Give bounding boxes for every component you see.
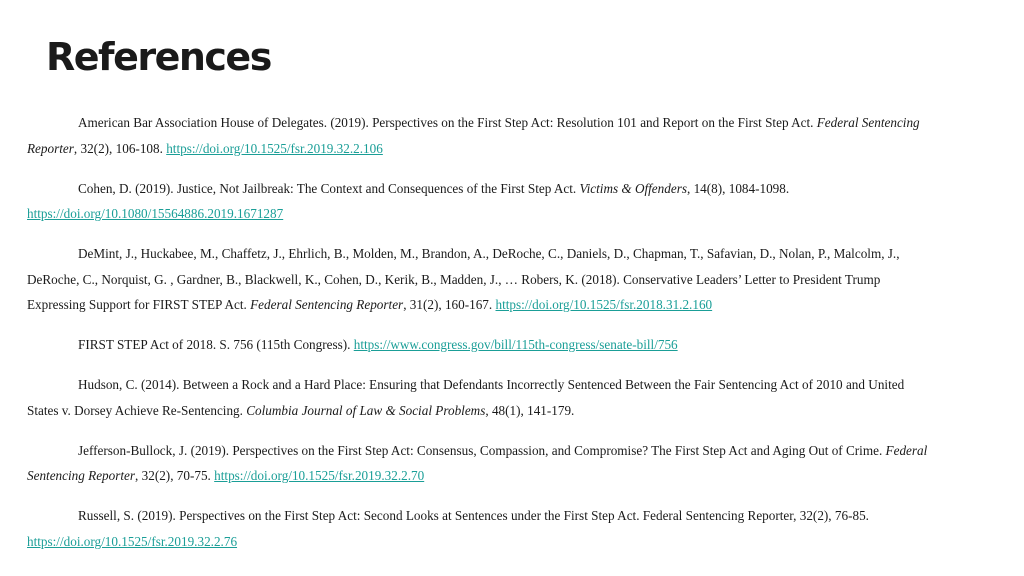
journal-title: Federal Sentencing bbox=[816, 115, 920, 130]
reference-entry-demint bbox=[27, 241, 1002, 318]
doi-link[interactable]: https://doi.org/10.1525/fsr.2019.32.2.106 bbox=[166, 140, 383, 156]
doi-link[interactable]: https://doi.org/10.1080/15564886.2019.1671287 bbox=[27, 206, 284, 221]
reference-entry-jefferson-bullock bbox=[27, 438, 1002, 489]
reference-entry-aba bbox=[27, 110, 1002, 161]
reference-line bbox=[27, 136, 1002, 162]
reference-line bbox=[27, 201, 1002, 227]
reference-text: American Bar Association House of Delegates. (2019). Perspectives on the First Step Act: Resolution 101 and Report on the First Step Act. bbox=[78, 115, 817, 130]
journal-title: Victims & Offenders bbox=[579, 180, 687, 196]
journal-title: Columbia Journal of Law & Social Problems bbox=[246, 402, 486, 418]
reference-line bbox=[27, 398, 1002, 424]
reference-text: , 32(2), 70-75. bbox=[135, 468, 215, 483]
reference-line bbox=[27, 176, 1002, 202]
reference-line: Russell, S. (2019). Perspectives on the First Step Act: Second Looks at Sentences under the First Step Act. Federal Sentencing Reporter, 32(2), 76-85. bbox=[78, 508, 869, 523]
reference-line bbox=[27, 292, 1002, 318]
reference-text: Expressing Support for FIRST STEP Act. bbox=[27, 297, 251, 312]
reference-entry-first-step-act bbox=[27, 332, 1002, 358]
journal-title: Reporter bbox=[27, 140, 74, 156]
reference-list bbox=[27, 110, 1002, 569]
reference-entry-hudson bbox=[27, 372, 1002, 423]
reference-text: , 14(8), 1084-1098. bbox=[686, 180, 790, 196]
journal-title: Sentencing Reporter bbox=[27, 468, 136, 483]
reference-line bbox=[27, 463, 1002, 489]
doi-link[interactable]: https://doi.org/10.1525/fsr.2019.32.2.70 bbox=[214, 468, 425, 483]
congress-link[interactable]: https://www.congress.gov/bill/115th-congress/senate-bill/756 bbox=[353, 337, 678, 352]
reference-line bbox=[27, 438, 1002, 464]
doi-link[interactable]: https://doi.org/10.1525/fsr.2018.31.2.160 bbox=[495, 297, 713, 312]
reference-line bbox=[27, 529, 1002, 555]
reference-line bbox=[27, 110, 1002, 136]
reference-line: DeRoche, C., Norquist, G. , Gardner, B., Blackwell, K., Cohen, D., Kerik, B., Madden, J., … Robers, K. (2018). Conservative Leaders’ Letter to President Trump bbox=[27, 271, 881, 287]
reference-text: , 31(2), 160-167. bbox=[403, 297, 496, 312]
reference-line: Hudson, C. (2014). Between a Rock and a Hard Place: Ensuring that Defendants Incorrectly Sentenced Between the Fair Sentencing Act of 2010 and United bbox=[78, 377, 905, 392]
page-title: References bbox=[46, 35, 271, 79]
doi-link[interactable]: https://doi.org/10.1525/fsr.2019.32.2.76 bbox=[27, 533, 238, 549]
reference-text: , 48(1), 141-179. bbox=[485, 402, 575, 418]
journal-title: Federal bbox=[885, 442, 928, 458]
reference-text: , 32(2), 106-108. bbox=[73, 140, 167, 156]
reference-text: States v. Dorsey Achieve Re-Sentencing. bbox=[27, 402, 247, 418]
reference-text: FIRST STEP Act of 2018. S. 756 (115th Congress). bbox=[78, 337, 354, 352]
reference-entry-russell bbox=[27, 503, 1002, 554]
reference-line: DeMint, J., Huckabee, M., Chaffetz, J., Ehrlich, B., Molden, M., Brandon, A., DeRoche, C., Daniels, D., Chapman, T., Safavian, D., Nolan, P., Malcolm, J., bbox=[78, 246, 900, 261]
journal-title: Federal Sentencing Reporter bbox=[250, 297, 404, 312]
reference-entry-cohen bbox=[27, 176, 1002, 227]
reference-text: Cohen, D. (2019). Justice, Not Jailbreak: The Context and Consequences of the First Step Act. bbox=[78, 180, 580, 196]
reference-text: Jefferson-Bullock, J. (2019). Perspectives on the First Step Act: Consensus, Compassion, and Compromise? The First Step Act and Aging Out of Crime. bbox=[78, 442, 886, 458]
reference-line bbox=[27, 332, 1002, 358]
